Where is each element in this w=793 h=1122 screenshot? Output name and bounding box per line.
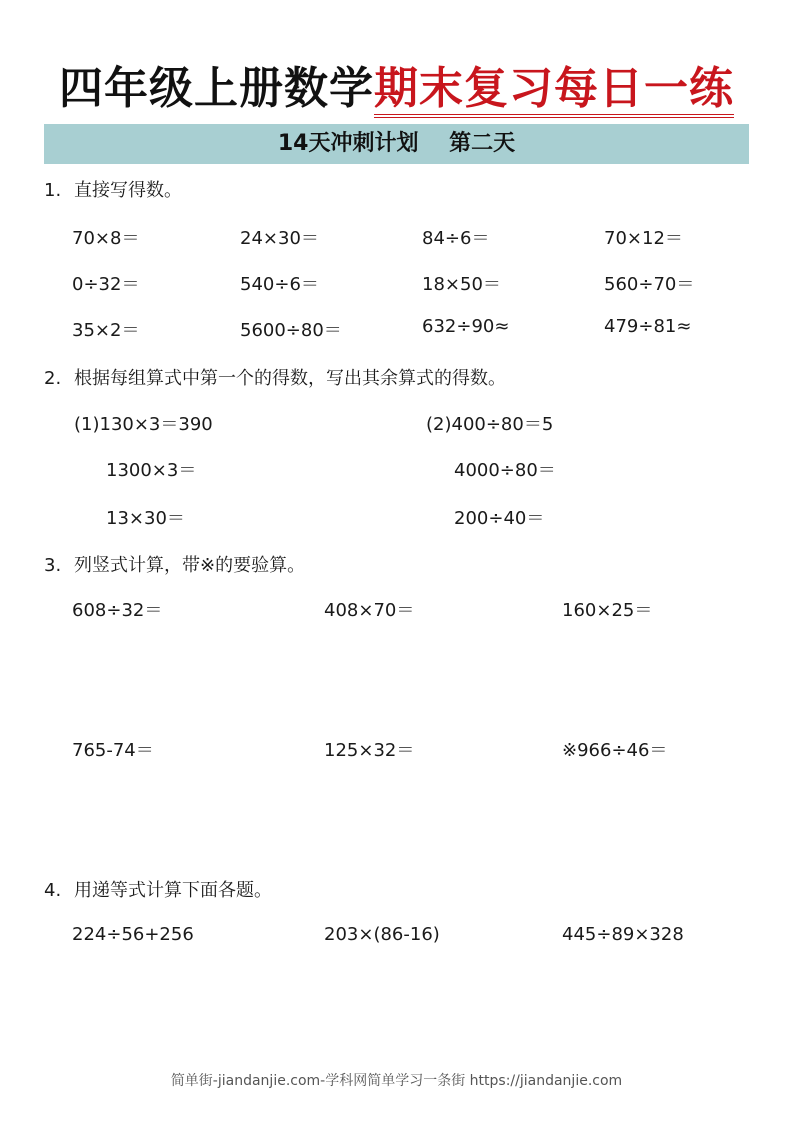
q1-item: 560÷70＝: [604, 274, 695, 295]
title-part-1: 四年级上册数学: [59, 63, 374, 114]
page-footer: 简单街-jiandanjie.com-学科网简单学习一条街 https://jiandanjie.com: [170, 1073, 623, 1089]
q2-item: 13×30＝: [106, 508, 185, 529]
section-1-heading: [44, 176, 182, 202]
q1-item: 35×2＝: [72, 320, 140, 341]
q3-item: ※966÷46＝: [562, 740, 668, 761]
q2-item: 1300×3＝: [106, 460, 197, 481]
section-number: 2.: [44, 368, 62, 389]
q4-item: 224÷56+256: [72, 924, 194, 945]
q1-item: 24×30＝: [240, 228, 319, 249]
q4-item: 203×(86-16): [324, 924, 440, 945]
q1-item: 70×8＝: [72, 228, 140, 249]
section-text: 直接写得数。: [74, 180, 182, 201]
q2-item: 4000÷80＝: [454, 460, 556, 481]
section-4-heading: [44, 876, 272, 902]
q1-item: 0÷32＝: [72, 274, 140, 295]
plan-banner: 14天冲刺计划 第二天: [44, 124, 749, 164]
section-number: 4.: [44, 880, 62, 901]
q2-item: (2)400÷80＝5: [426, 414, 554, 435]
section-2-heading: [44, 364, 506, 390]
q2-item: (1)130×3＝390: [74, 414, 213, 435]
section-number: 3.: [44, 555, 62, 576]
q2-item: 200÷40＝: [454, 508, 545, 529]
q1-item: 70×12＝: [604, 228, 683, 249]
q1-item: 84÷6＝: [422, 228, 490, 249]
q1-item: 18×50＝: [422, 274, 501, 295]
q3-item: 765-74＝: [72, 740, 154, 761]
q1-item: 479÷81≈: [604, 316, 692, 337]
q3-item: 608÷32＝: [72, 600, 163, 621]
section-text: 列竖式计算，带※的要验算。: [74, 555, 306, 576]
title-part-2: 期末复习每日一练: [374, 63, 734, 118]
q3-item: 125×32＝: [324, 740, 415, 761]
q1-item: 5600÷80＝: [240, 320, 342, 341]
section-text: 用递等式计算下面各题。: [74, 880, 272, 901]
q3-item: 160×25＝: [562, 600, 653, 621]
section-text: 根据每组算式中第一个的得数，写出其余算式的得数。: [74, 368, 506, 389]
q3-item: 408×70＝: [324, 600, 415, 621]
section-3-heading: [44, 551, 305, 577]
q1-item: 632÷90≈: [422, 316, 510, 337]
section-number: 1.: [44, 180, 62, 201]
page-title: [0, 52, 793, 116]
q4-item: 445÷89×328: [562, 924, 684, 945]
q1-item: 540÷6＝: [240, 274, 319, 295]
